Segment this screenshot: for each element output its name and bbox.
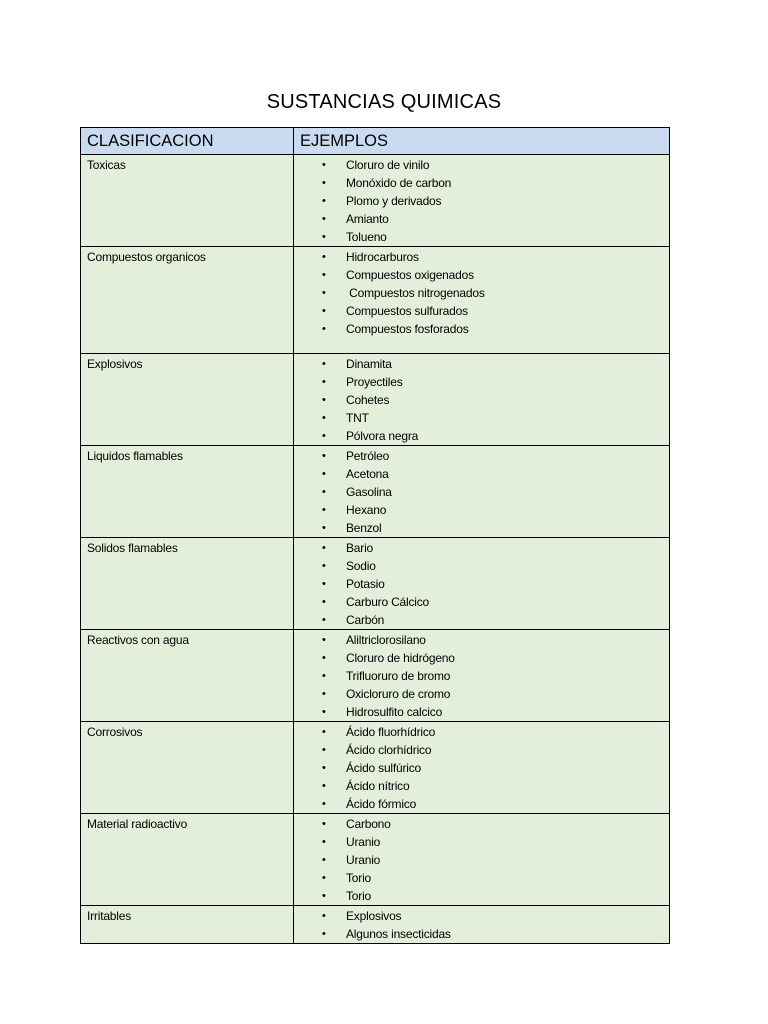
example-text: Explosivos xyxy=(346,909,402,923)
bullet-icon: • xyxy=(322,762,326,774)
example-text: Ácido clorhídrico xyxy=(346,743,432,757)
example-text: Cloruro de vinilo xyxy=(346,158,430,172)
examples-list xyxy=(294,446,669,537)
example-text: TNT xyxy=(346,411,369,425)
classification-cell: Irritables xyxy=(81,906,294,944)
examples-list xyxy=(294,354,669,445)
list-item xyxy=(294,649,669,667)
bullet-icon: • xyxy=(322,652,326,664)
examples-list xyxy=(294,155,669,246)
examples-list xyxy=(294,814,669,905)
example-text: Torio xyxy=(346,871,372,885)
example-text: Compuestos fosforados xyxy=(346,322,469,336)
list-item xyxy=(294,593,669,611)
list-item xyxy=(294,284,669,302)
list-item xyxy=(294,210,669,228)
example-text: Carbón xyxy=(346,613,385,627)
examples-cell xyxy=(294,722,670,814)
example-text: Torio xyxy=(346,889,372,903)
bullet-icon: • xyxy=(322,560,326,572)
example-text: Aliltriclorosilano xyxy=(346,633,426,647)
list-item xyxy=(294,611,669,629)
bullet-icon: • xyxy=(322,468,326,480)
example-text: Hexano xyxy=(346,503,387,517)
list-item xyxy=(294,228,669,246)
list-item xyxy=(294,869,669,887)
example-text: Hidrosulfito calcico xyxy=(346,705,443,719)
table-row xyxy=(81,155,670,247)
list-item xyxy=(294,174,669,192)
bullet-icon: • xyxy=(322,910,326,922)
bullet-icon: • xyxy=(322,890,326,902)
header-clasificacion: CLASIFICACION xyxy=(81,128,294,155)
header-ejemplos: EJEMPLOS xyxy=(294,128,670,155)
list-item xyxy=(294,685,669,703)
bullet-icon: • xyxy=(322,836,326,848)
examples-cell xyxy=(294,354,670,446)
list-item xyxy=(294,907,669,925)
bullet-icon: • xyxy=(322,504,326,516)
bullet-icon: • xyxy=(322,578,326,590)
example-text: Cloruro de hidrógeno xyxy=(346,651,455,665)
table-row xyxy=(81,906,670,944)
example-text: Compuestos nitrogenados xyxy=(346,286,485,300)
table-row xyxy=(81,354,670,446)
list-item xyxy=(294,302,669,320)
examples-cell xyxy=(294,446,670,538)
list-item xyxy=(294,409,669,427)
table-row xyxy=(81,722,670,814)
example-text: Monóxido de carbon xyxy=(346,176,452,190)
list-item xyxy=(294,427,669,445)
bullet-icon: • xyxy=(322,450,326,462)
bullet-icon: • xyxy=(322,376,326,388)
bullet-icon: • xyxy=(322,394,326,406)
bullet-icon: • xyxy=(322,798,326,810)
example-text: Pólvora negra xyxy=(346,429,419,443)
examples-list xyxy=(294,906,669,943)
table-row xyxy=(81,247,670,354)
example-text: Sodio xyxy=(346,559,376,573)
list-item xyxy=(294,501,669,519)
example-text: Uranio xyxy=(346,853,381,867)
example-text: Hidrocarburos xyxy=(346,250,419,264)
bullet-icon: • xyxy=(322,522,326,534)
example-text: Algunos insecticidas xyxy=(346,927,451,941)
list-item xyxy=(294,519,669,537)
bullet-icon: • xyxy=(322,780,326,792)
bullet-icon: • xyxy=(322,596,326,608)
list-item xyxy=(294,483,669,501)
example-text: Bario xyxy=(346,541,374,555)
example-text: Uranio xyxy=(346,835,381,849)
classification-cell: Material radioactivo xyxy=(81,814,294,906)
list-item xyxy=(294,575,669,593)
example-text: Tolueno xyxy=(346,230,387,244)
bullet-icon: • xyxy=(322,159,326,171)
bullet-icon: • xyxy=(322,688,326,700)
examples-list xyxy=(294,538,669,629)
list-item xyxy=(294,192,669,210)
examples-list xyxy=(294,630,669,721)
bullet-icon: • xyxy=(322,251,326,263)
example-text: Ácido nítrico xyxy=(346,779,410,793)
example-text: Petróleo xyxy=(346,449,390,463)
bullet-icon: • xyxy=(322,726,326,738)
example-text: Ácido sulfúrico xyxy=(346,761,422,775)
bullet-icon: • xyxy=(322,854,326,866)
example-text: Dinamita xyxy=(346,357,392,371)
list-item xyxy=(294,667,669,685)
table-row xyxy=(81,814,670,906)
list-item xyxy=(294,557,669,575)
example-text: Gasolina xyxy=(346,485,392,499)
examples-cell xyxy=(294,538,670,630)
list-item xyxy=(294,777,669,795)
example-text: Ácido fluorhídrico xyxy=(346,725,436,739)
classification-cell: Reactivos con agua xyxy=(81,630,294,722)
table-row xyxy=(81,446,670,538)
bullet-icon: • xyxy=(322,305,326,317)
example-text: Compuestos sulfurados xyxy=(346,304,468,318)
example-text: Cohetes xyxy=(346,393,390,407)
bullet-icon: • xyxy=(322,542,326,554)
list-item xyxy=(294,631,669,649)
example-text: Amianto xyxy=(346,212,389,226)
list-item xyxy=(294,248,669,266)
list-item xyxy=(294,833,669,851)
bullet-icon: • xyxy=(322,177,326,189)
list-item xyxy=(294,887,669,905)
examples-cell xyxy=(294,155,670,247)
bullet-icon: • xyxy=(322,213,326,225)
example-text: Proyectiles xyxy=(346,375,403,389)
example-text: Carbono xyxy=(346,817,391,831)
classification-table xyxy=(80,127,670,944)
table-row xyxy=(81,538,670,630)
table-header-row xyxy=(81,128,670,155)
bullet-icon: • xyxy=(322,744,326,756)
examples-cell xyxy=(294,814,670,906)
examples-cell xyxy=(294,906,670,944)
bullet-icon: • xyxy=(322,269,326,281)
bullet-icon: • xyxy=(322,287,326,299)
example-text: Trifluoruro de bromo xyxy=(346,669,451,683)
examples-list xyxy=(294,247,669,338)
list-item xyxy=(294,391,669,409)
list-item xyxy=(294,447,669,465)
example-text: Benzol xyxy=(346,521,382,535)
example-text: Plomo y derivados xyxy=(346,194,442,208)
table-body xyxy=(81,155,670,944)
classification-cell: Liquidos flamables xyxy=(81,446,294,538)
bullet-icon: • xyxy=(322,634,326,646)
table-row xyxy=(81,630,670,722)
list-item xyxy=(294,266,669,284)
bullet-icon: • xyxy=(322,195,326,207)
examples-cell xyxy=(294,247,670,354)
list-item xyxy=(294,539,669,557)
list-item xyxy=(294,795,669,813)
classification-cell: Explosivos xyxy=(81,354,294,446)
list-item xyxy=(294,373,669,391)
list-item xyxy=(294,851,669,869)
example-text: Compuestos oxigenados xyxy=(346,268,474,282)
list-item xyxy=(294,815,669,833)
classification-cell: Solidos flamables xyxy=(81,538,294,630)
example-text: Acetona xyxy=(346,467,389,481)
bullet-icon: • xyxy=(322,358,326,370)
list-item xyxy=(294,465,669,483)
bullet-icon: • xyxy=(322,430,326,442)
list-item xyxy=(294,759,669,777)
bullet-icon: • xyxy=(322,818,326,830)
list-item xyxy=(294,355,669,373)
example-text: Potasio xyxy=(346,577,385,591)
list-item xyxy=(294,925,669,943)
bullet-icon: • xyxy=(322,323,326,335)
bullet-icon: • xyxy=(322,928,326,940)
classification-cell: Toxicas xyxy=(81,155,294,247)
bullet-icon: • xyxy=(322,614,326,626)
examples-list xyxy=(294,722,669,813)
page-title: SUSTANCIAS QUIMICAS xyxy=(266,91,502,113)
list-item xyxy=(294,741,669,759)
bullet-icon: • xyxy=(322,231,326,243)
list-item xyxy=(294,703,669,721)
example-text: Oxicloruro de cromo xyxy=(346,687,451,701)
bullet-icon: • xyxy=(322,670,326,682)
list-item xyxy=(294,156,669,174)
bullet-icon: • xyxy=(322,486,326,498)
classification-cell: Corrosivos xyxy=(81,722,294,814)
example-text: Carburo Cálcico xyxy=(346,595,430,609)
example-text: Ácido fórmico xyxy=(346,797,417,811)
bullet-icon: • xyxy=(322,872,326,884)
classification-cell: Compuestos organicos xyxy=(81,247,294,354)
examples-cell xyxy=(294,630,670,722)
list-item xyxy=(294,320,669,338)
bullet-icon: • xyxy=(322,412,326,424)
list-item xyxy=(294,723,669,741)
bullet-icon: • xyxy=(322,706,326,718)
